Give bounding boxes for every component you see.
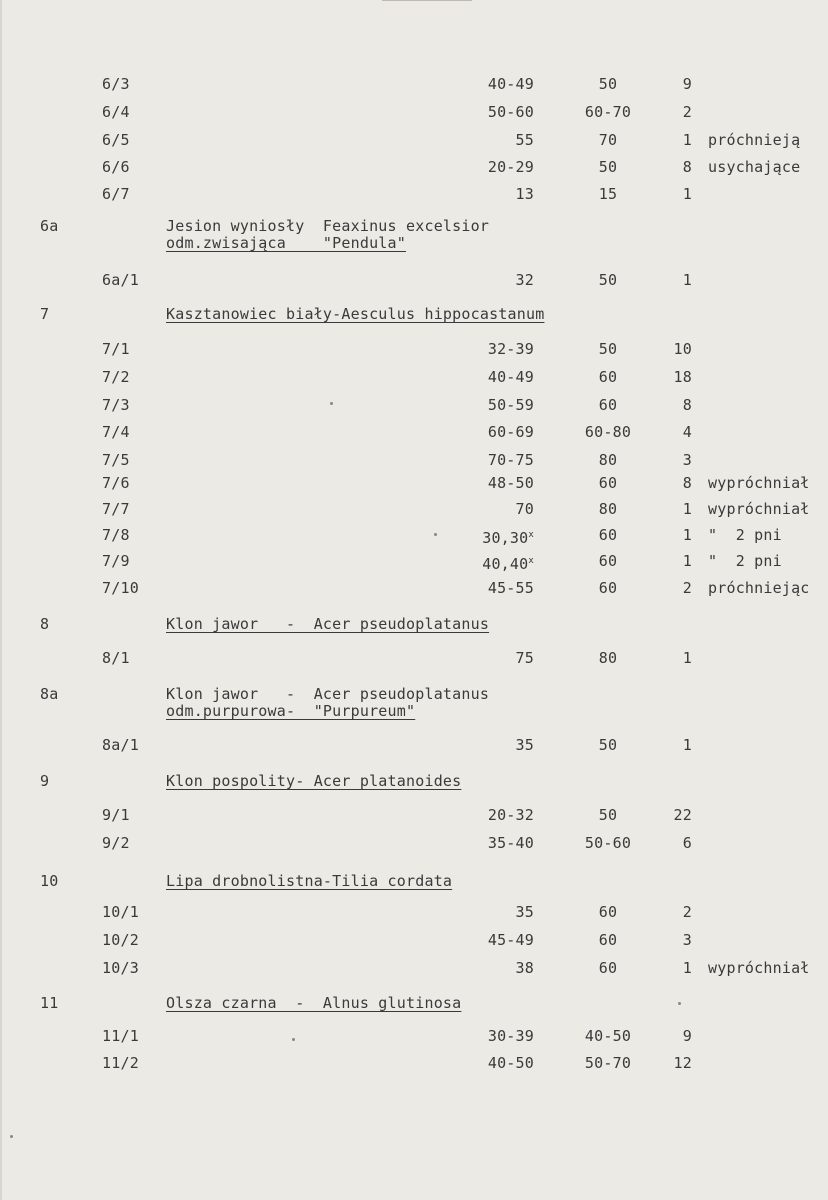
row-code: 6a/1 xyxy=(102,271,139,289)
height-value: 80 xyxy=(598,649,618,667)
diameter-value: 45-49 xyxy=(487,931,534,949)
diameter-value: 45-55 xyxy=(487,579,534,597)
row-code: 7/6 xyxy=(102,474,130,492)
diameter-value: 30-39 xyxy=(487,1027,534,1045)
diameter-superscript: x xyxy=(528,556,534,566)
row-code: 7/10 xyxy=(102,579,139,597)
count-value: 6 xyxy=(682,834,692,852)
diameter-value: 35 xyxy=(515,903,534,921)
diameter-value: 50-60 xyxy=(487,103,534,121)
height-value: 60-70 xyxy=(584,103,632,121)
diameter-value: 40-49 xyxy=(487,75,534,93)
count-value: 1 xyxy=(682,500,692,518)
height-value: 60 xyxy=(598,959,618,977)
species-name-line: Olsza czarna - Alnus glutinosa xyxy=(166,994,462,1012)
row-code: 7/5 xyxy=(102,451,130,469)
row-code: 11/1 xyxy=(102,1027,139,1045)
page-top-edge xyxy=(382,0,472,1)
remark-note: wypróchniał xyxy=(708,474,810,492)
count-value: 22 xyxy=(673,806,692,824)
remark-note: " 2 pni xyxy=(708,552,782,570)
diameter-value: 40-50 xyxy=(487,1054,534,1072)
diameter-value: 38 xyxy=(515,959,534,977)
remark-note: wypróchniał xyxy=(708,500,810,518)
row-code: 7/9 xyxy=(102,552,130,570)
row-code: 6/4 xyxy=(102,103,130,121)
height-value: 50-70 xyxy=(584,1054,632,1072)
count-value: 2 xyxy=(682,103,692,121)
count-value: 9 xyxy=(682,75,692,93)
paper-speck xyxy=(330,402,333,405)
row-code: 8/1 xyxy=(102,649,130,667)
count-value: 2 xyxy=(682,903,692,921)
diameter-value: 40,40$^x$ xyxy=(482,555,534,573)
diameter-value: 48-50 xyxy=(487,474,534,492)
diameter-value: 13 xyxy=(515,185,534,203)
diameter-value: 55 xyxy=(515,131,534,149)
height-value: 60 xyxy=(598,368,618,386)
height-value: 60 xyxy=(598,579,618,597)
diameter-value: 70 xyxy=(515,500,534,518)
row-code: 10/2 xyxy=(102,931,139,949)
height-value: 15 xyxy=(598,185,618,203)
paper-speck xyxy=(678,1002,681,1005)
count-value: 2 xyxy=(682,579,692,597)
row-code: 10/3 xyxy=(102,959,139,977)
diameter-value: 20-32 xyxy=(487,806,534,824)
diameter-value: 35-40 xyxy=(487,834,534,852)
diameter-value: 35 xyxy=(515,736,534,754)
row-code: 7/7 xyxy=(102,500,130,518)
height-value: 60 xyxy=(598,903,618,921)
diameter-value: 50-59 xyxy=(487,396,534,414)
diameter-value: 70-75 xyxy=(487,451,534,469)
row-code: 11/2 xyxy=(102,1054,139,1072)
paper-speck xyxy=(10,1135,13,1138)
count-value: 18 xyxy=(673,368,692,386)
height-value: 60 xyxy=(598,552,618,570)
species-name-line: Klon pospolity- Acer platanoides xyxy=(166,772,462,790)
row-code: 7/2 xyxy=(102,368,130,386)
count-value: 1 xyxy=(682,736,692,754)
height-value: 60 xyxy=(598,931,618,949)
height-value: 40-50 xyxy=(584,1027,632,1045)
height-value: 50 xyxy=(598,158,618,176)
count-value: 12 xyxy=(673,1054,692,1072)
count-value: 10 xyxy=(673,340,692,358)
row-code: 9/2 xyxy=(102,834,130,852)
count-value: 1 xyxy=(682,185,692,203)
row-code: 9/1 xyxy=(102,806,130,824)
remark-note: " 2 pni xyxy=(708,526,782,544)
count-value: 3 xyxy=(682,451,692,469)
section-number: 8 xyxy=(40,615,50,633)
row-code: 7/4 xyxy=(102,423,130,441)
height-value: 60 xyxy=(598,396,618,414)
species-name-line: Klon jawor - Acer pseudoplatanus xyxy=(166,615,490,633)
count-value: 8 xyxy=(682,396,692,414)
species-name-line: Lipa drobnolistna-Tilia cordata xyxy=(166,872,453,890)
section-number: 8a xyxy=(40,685,59,703)
diameter-value: 60-69 xyxy=(487,423,534,441)
row-code: 6/7 xyxy=(102,185,130,203)
remark-note: próchniejąc xyxy=(708,579,810,597)
species-name-line: odm.zwisająca "Pendula" xyxy=(166,234,406,252)
count-value: 3 xyxy=(682,931,692,949)
section-number: 6a xyxy=(40,217,59,235)
species-name-line: Kasztanowiec biały-Aesculus hippocastanum xyxy=(166,305,545,323)
species-name-line: odm.purpurowa- "Purpureum" xyxy=(166,702,416,720)
row-code: 7/1 xyxy=(102,340,130,358)
count-value: 1 xyxy=(682,552,692,570)
row-code: 7/8 xyxy=(102,526,130,544)
count-value: 1 xyxy=(682,526,692,544)
diameter-value: 32 xyxy=(515,271,534,289)
remark-note: wypróchniał xyxy=(708,959,810,977)
count-value: 1 xyxy=(682,959,692,977)
count-value: 8 xyxy=(682,474,692,492)
height-value: 50-60 xyxy=(584,834,632,852)
row-code: 8a/1 xyxy=(102,736,139,754)
count-value: 4 xyxy=(682,423,692,441)
row-code: 7/3 xyxy=(102,396,130,414)
section-number: 7 xyxy=(40,305,50,323)
height-value: 70 xyxy=(598,131,618,149)
height-value: 60-80 xyxy=(584,423,632,441)
section-number: 11 xyxy=(40,994,59,1012)
section-number: 10 xyxy=(40,872,59,890)
height-value: 80 xyxy=(598,451,618,469)
height-value: 50 xyxy=(598,806,618,824)
height-value: 50 xyxy=(598,271,618,289)
row-code: 6/3 xyxy=(102,75,130,93)
diameter-superscript: x xyxy=(528,530,534,540)
diameter-value: 20-29 xyxy=(487,158,534,176)
count-value: 8 xyxy=(682,158,692,176)
remark-note: usychające xyxy=(708,158,801,176)
count-value: 1 xyxy=(682,131,692,149)
remark-note: próchnieją xyxy=(708,131,801,149)
paper-speck xyxy=(292,1038,295,1041)
height-value: 50 xyxy=(598,75,618,93)
diameter-value: 75 xyxy=(515,649,534,667)
count-value: 9 xyxy=(682,1027,692,1045)
row-code: 6/5 xyxy=(102,131,130,149)
species-name-line: Jesion wyniosły Feaxinus excelsior xyxy=(166,217,490,235)
paper-speck xyxy=(434,533,437,536)
height-value: 60 xyxy=(598,526,618,544)
count-value: 1 xyxy=(682,649,692,667)
count-value: 1 xyxy=(682,271,692,289)
diameter-value: 32-39 xyxy=(487,340,534,358)
height-value: 80 xyxy=(598,500,618,518)
section-number: 9 xyxy=(40,772,50,790)
row-code: 6/6 xyxy=(102,158,130,176)
diameter-value: 40-49 xyxy=(487,368,534,386)
height-value: 50 xyxy=(598,340,618,358)
height-value: 60 xyxy=(598,474,618,492)
row-code: 10/1 xyxy=(102,903,139,921)
height-value: 50 xyxy=(598,736,618,754)
diameter-value: 30,30$^x$ xyxy=(482,529,534,547)
species-name-line: Klon jawor - Acer pseudoplatanus xyxy=(166,685,490,703)
